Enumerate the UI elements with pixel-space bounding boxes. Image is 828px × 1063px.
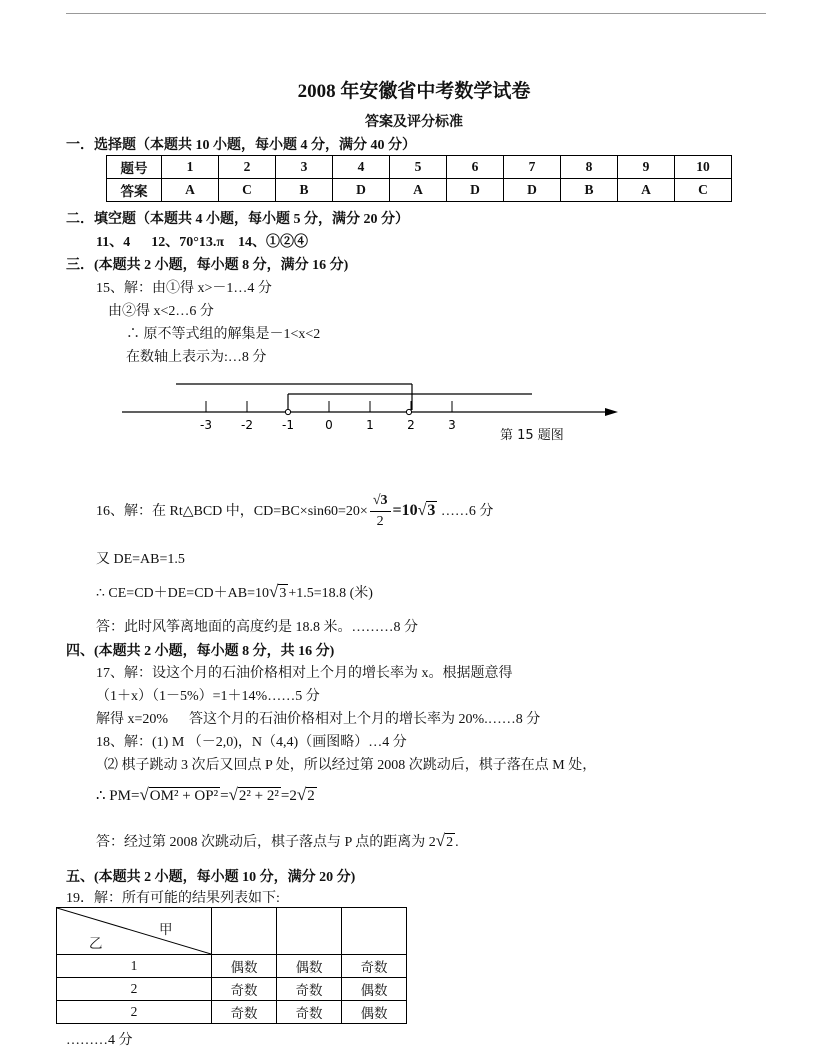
radical-sign: √ — [417, 502, 427, 519]
outcome-cell: 偶数 — [342, 1001, 407, 1024]
open-point-2 — [406, 409, 411, 414]
radicand: OM² + OP² — [149, 788, 219, 804]
outcome-cell: 奇数 — [277, 978, 342, 1001]
open-point-minus-1 — [285, 409, 290, 414]
p18-line-1: 18、解：(1) M （－2,0)，N（4,4)（画图略）…4 分 — [96, 735, 407, 750]
axis-tick-label: 1 — [366, 418, 374, 432]
outcome-cell: 奇数 — [212, 1001, 277, 1024]
equals: = — [220, 788, 229, 804]
question-number: 8 — [561, 156, 618, 179]
fraction-numerator: √3 — [370, 491, 391, 512]
answer-table — [106, 155, 732, 202]
answer-cell: B — [561, 179, 618, 202]
outcome-cell: 偶数 — [212, 955, 277, 978]
p15-line-2: 由②得 x<2…6 分 — [108, 304, 214, 319]
p18-answer-text: 答：经过第 2008 次跳动后，棋子落点与 P 点的距离为 2 — [96, 835, 436, 850]
radicand: 2 — [307, 788, 315, 804]
outcome-header-row — [57, 908, 407, 955]
p15-line-3: ∴ 原不等式组的解集是－1<x<2 — [126, 327, 321, 342]
section-3-heading: 三．(本题共 2 小题，每小题 8 分，满分 16 分) — [66, 258, 349, 273]
p19-score: ………4 分 — [66, 1033, 133, 1048]
axis-tick-label: 0 — [325, 418, 333, 432]
p16-line-1 — [96, 490, 493, 533]
radical-sign: √ — [139, 785, 149, 804]
question-number: 10 — [675, 156, 732, 179]
axis-tick-label: 3 — [448, 418, 456, 432]
answer-cell: A — [390, 179, 447, 202]
outcome-cell: 奇数 — [342, 955, 407, 978]
p16-line-2: 又 DE=AB=1.5 — [96, 552, 185, 567]
pm-text: ∴ PM= — [96, 788, 140, 804]
radicand: 2² + 2² — [238, 788, 279, 804]
question-number: 1 — [162, 156, 219, 179]
row-label: 2 — [57, 1001, 212, 1024]
equals-two: =2 — [280, 788, 297, 804]
radicand: 3 — [279, 586, 287, 601]
outcome-row — [57, 978, 407, 1001]
row-label-number: 题号 — [107, 156, 162, 179]
p16-text: 16、解：在 Rt△BCD 中，CD=BC×sin60=20× — [96, 504, 368, 519]
page-title: 2008 年安徽省中考数学试卷 — [297, 81, 531, 102]
question-number: 7 — [504, 156, 561, 179]
p16-ce-text: ∴ CE=CD＋DE=CD＋AB=10 — [96, 586, 269, 601]
answer-cell: D — [504, 179, 561, 202]
question-number: 3 — [276, 156, 333, 179]
p16-ce-result: +1.5=18.8 (米) — [288, 586, 373, 601]
p16-line-3 — [96, 582, 373, 602]
outcome-row — [57, 955, 407, 978]
radical-sign: √ — [269, 582, 279, 601]
section-1-heading: 一．选择题（本题共 10 小题，每小题 4 分，满分 40 分） — [66, 138, 416, 153]
p16-line-4: 答：此时风筝离地面的高度约是 18.8 米。………8 分 — [96, 620, 418, 635]
row-label-answer: 答案 — [107, 179, 162, 202]
question-number: 2 — [219, 156, 276, 179]
p17-line-1: 17、解：设这个月的石油价格相对上个月的增长率为 x。根据题意得 — [96, 666, 513, 681]
answer-table-answer-row — [107, 179, 732, 202]
section-4-heading: 四、(本题共 2 小题，每小题 8 分，共 16 分) — [66, 644, 335, 659]
answer-cell: C — [675, 179, 732, 202]
sqrt3-over-2 — [370, 491, 391, 532]
figure-caption: 第 15 题图 — [500, 428, 564, 443]
radical-sign: √ — [228, 785, 238, 804]
p18-answer-end: . — [455, 835, 459, 850]
row-label: 2 — [57, 978, 212, 1001]
answer-table-number-row — [107, 156, 732, 179]
answer-cell: A — [618, 179, 675, 202]
answer-cell: D — [333, 179, 390, 202]
question-number: 4 — [333, 156, 390, 179]
p16-score: ……6 分 — [440, 504, 494, 519]
section-2-heading: 二．填空题（本题共 4 小题，每小题 5 分，满分 20 分） — [66, 212, 409, 227]
answer-cell: D — [447, 179, 504, 202]
radicand: 3 — [427, 502, 436, 519]
p16-equals: =10 — [392, 502, 418, 519]
p18-line-2: ⑵ 棋子跳动 3 次后又回点 P 处，所以经过第 2008 次跳动后，棋子落在点 M 处， — [104, 758, 597, 773]
question-number: 9 — [618, 156, 675, 179]
axis-tick-label: -3 — [200, 418, 212, 432]
axis-tick-label: -1 — [282, 418, 294, 432]
answer-cell: B — [276, 179, 333, 202]
axis-arrow — [605, 408, 618, 416]
radical-sign: √ — [296, 785, 307, 804]
p19-line-1: 19．解：所有可能的结果列表如下: — [66, 891, 280, 906]
outcome-cell: 奇数 — [212, 978, 277, 1001]
header-empty — [342, 908, 407, 955]
diagonal-line — [57, 908, 211, 954]
axis-tick-label: 2 — [407, 418, 415, 432]
header-jia: 甲 — [159, 922, 173, 937]
row-label: 1 — [57, 955, 212, 978]
p17-line-2: （1＋x）（1－5%）=1＋14%……5 分 — [96, 689, 320, 704]
section-5-heading: 五、(本题共 2 小题，每小题 10 分，满分 20 分) — [66, 870, 356, 885]
fill-in-answers: 11、4 12、70°13.π 14、①②④ — [96, 235, 308, 250]
diagonal-header-cell — [57, 908, 212, 955]
radicand: 2 — [446, 835, 454, 850]
header-empty — [277, 908, 342, 955]
fraction-denominator: 2 — [376, 514, 384, 530]
p18-answer — [96, 831, 459, 851]
outcome-row — [57, 1001, 407, 1024]
outcome-cell: 奇数 — [277, 1001, 342, 1024]
top-rule — [66, 13, 766, 14]
outcome-cell: 偶数 — [277, 955, 342, 978]
header-empty — [212, 908, 277, 955]
page-subtitle: 答案及评分标准 — [365, 115, 463, 130]
question-number: 6 — [447, 156, 504, 179]
question-number: 5 — [390, 156, 447, 179]
p15-line-1: 15、解：由①得 x>－1…4 分 — [96, 281, 272, 296]
answer-cell: A — [162, 179, 219, 202]
outcome-cell: 偶数 — [342, 978, 407, 1001]
p18-pm-formula — [96, 785, 317, 805]
radical-sign: √ — [435, 831, 446, 850]
header-yi: 乙 — [89, 936, 103, 951]
outcome-table — [56, 907, 407, 1024]
axis-tick-label: -2 — [241, 418, 253, 432]
p17-line-3: 解得 x=20% 答这个月的石油价格相对上个月的增长率为 20%.……8 分 — [96, 712, 541, 727]
answer-cell: C — [219, 179, 276, 202]
p15-line-4: 在数轴上表示为:…8 分 — [126, 350, 267, 365]
